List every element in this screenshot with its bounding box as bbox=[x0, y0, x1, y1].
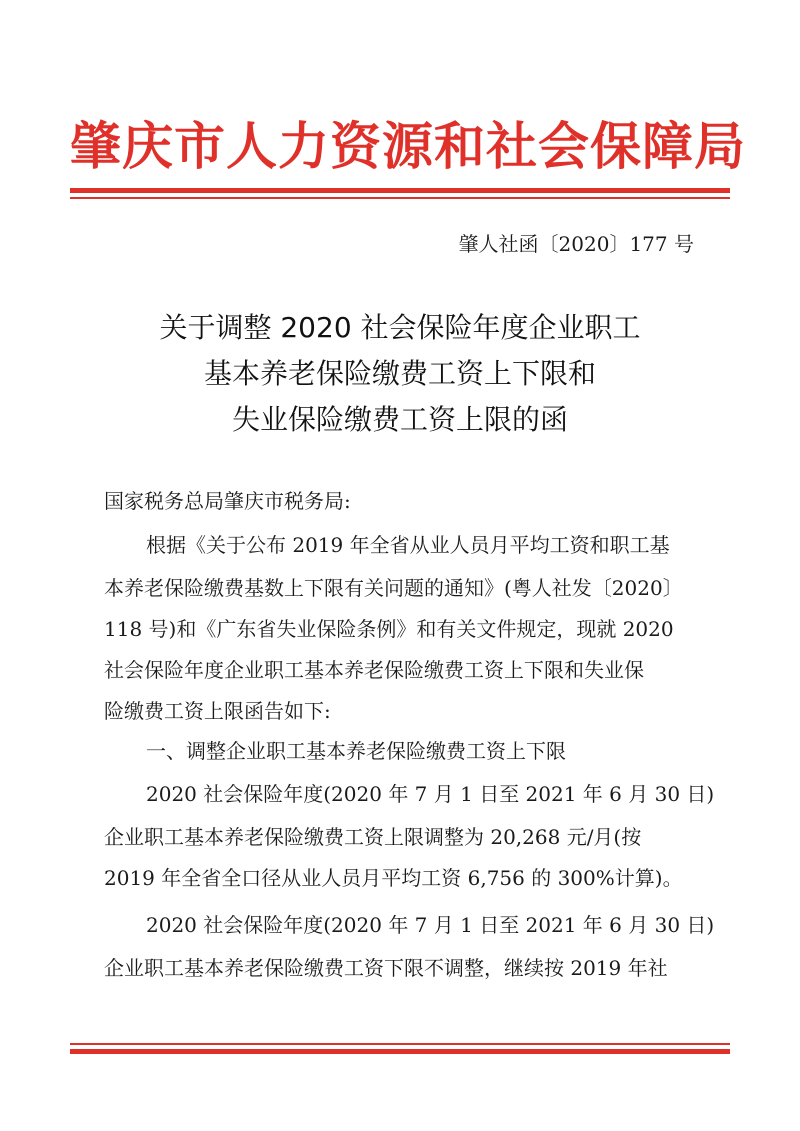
masthead-rule-thick bbox=[70, 188, 730, 193]
footer-rule-thick bbox=[70, 1049, 730, 1054]
title-line-2: 基本养老保险缴费工资上下限和 bbox=[203, 357, 596, 390]
para2-line-3: 2019 年全省全口径从业人员月平均工资 6,756 的 300%计算)。 bbox=[104, 866, 683, 890]
para1-line-1: 根据《关于公布 2019 年全省从业人员月平均工资和职工基 bbox=[146, 533, 670, 557]
para1-line-4: 社会保险年度企业职工基本养老保险缴费工资上下限和失业保 bbox=[104, 658, 644, 682]
document-number: 肇人社函〔2020〕177 号 bbox=[458, 232, 694, 256]
footer-rule-thin bbox=[70, 1043, 730, 1045]
masthead-rule-thin bbox=[70, 197, 730, 199]
para2-line-2: 企业职工基本养老保险缴费工资上限调整为 20,268 元/月(按 bbox=[104, 825, 642, 849]
agency-masthead: 肇庆市人力资源和社会保障局 bbox=[70, 117, 747, 177]
para3-line-2: 企业职工基本养老保险缴费工资下限不调整，继续按 2019 年社 bbox=[104, 956, 668, 980]
para3-line-1: 2020 社会保险年度(2020 年 7 月 1 日至 2021 年 6 月 30 日) bbox=[146, 913, 715, 937]
addressee: 国家税务总局肇庆市税务局: bbox=[104, 489, 351, 513]
para1-line-2: 本养老保险缴费基数上下限有关问题的通知》(粤人社发〔2020〕 bbox=[104, 576, 683, 600]
section-1-heading: 一、调整企业职工基本养老保险缴费工资上下限 bbox=[146, 739, 566, 763]
para1-line-3: 118 号)和《广东省失业保险条例》和有关文件规定，现就 2020 bbox=[104, 617, 674, 641]
title-line-3: 失业保险缴费工资上限的函 bbox=[231, 403, 568, 436]
title-line-1: 关于调整 2020 社会保险年度企业职工 bbox=[159, 311, 641, 344]
para2-line-1: 2020 社会保险年度(2020 年 7 月 1 日至 2021 年 6 月 30 日) bbox=[146, 782, 715, 806]
para1-line-5: 险缴费工资上限函告如下: bbox=[104, 699, 331, 723]
